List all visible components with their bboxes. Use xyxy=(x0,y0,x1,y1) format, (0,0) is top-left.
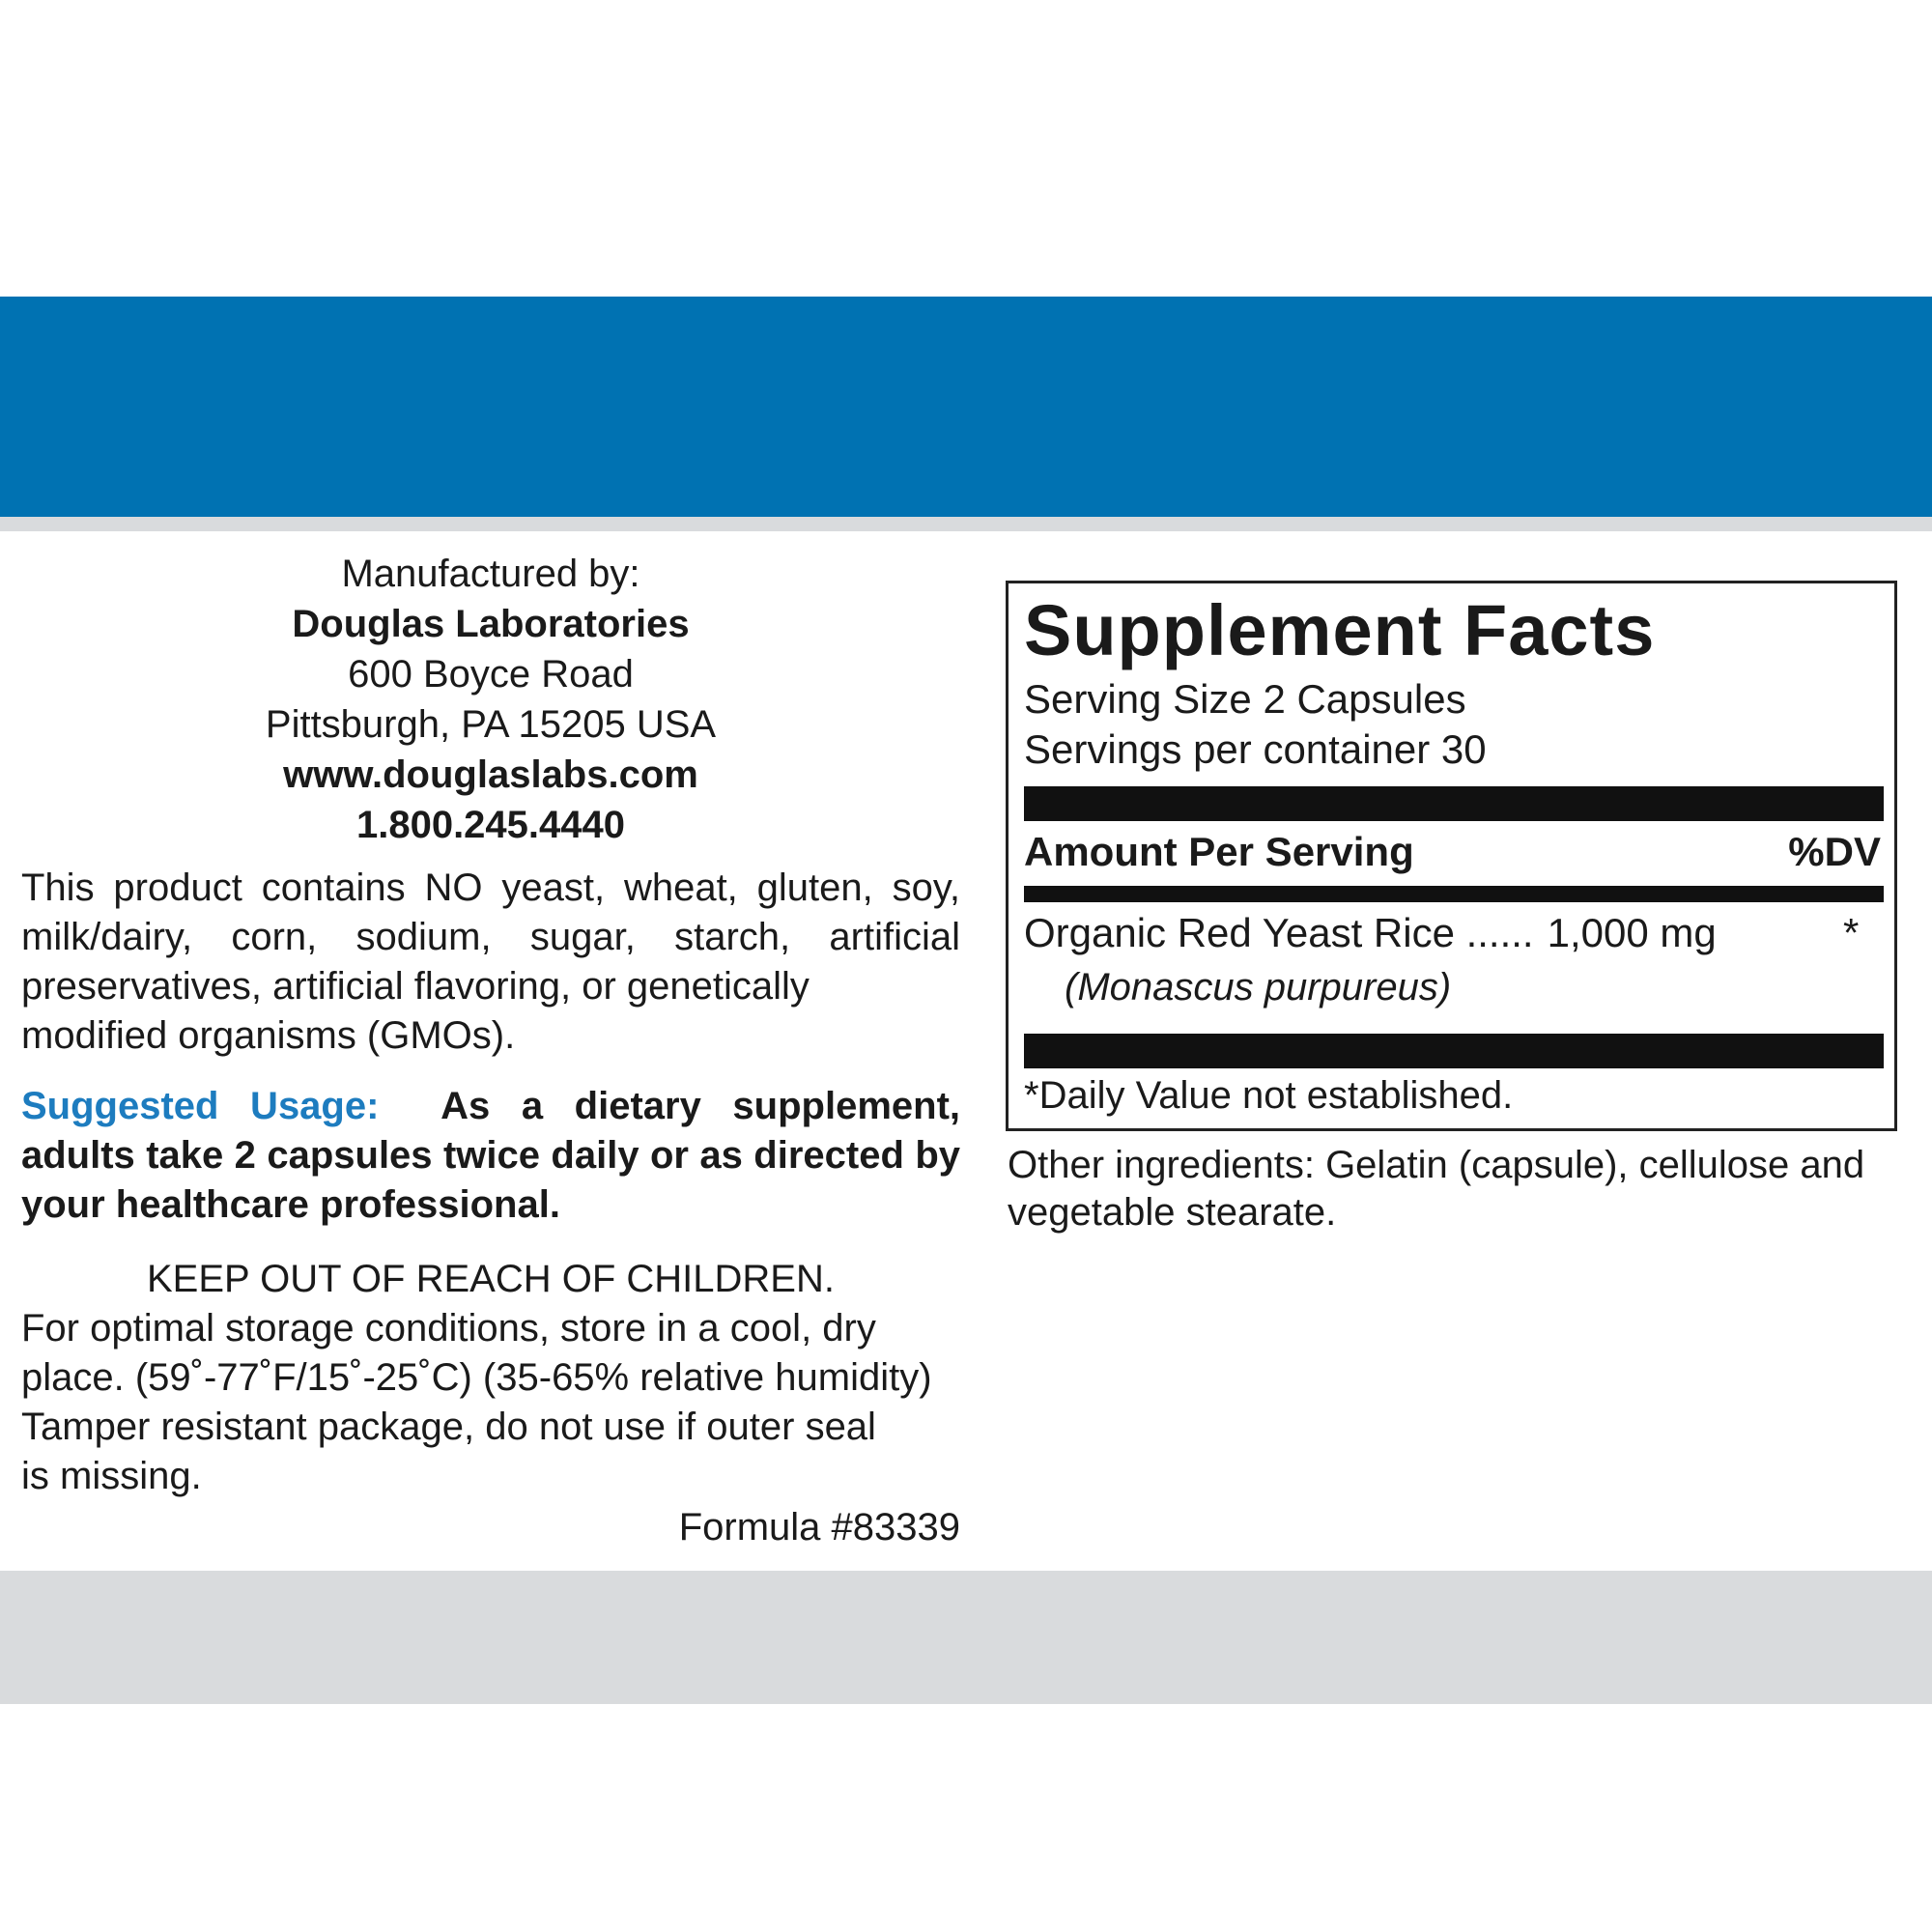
storage-instructions xyxy=(21,1304,960,1501)
bottom-gray-band xyxy=(0,1571,1932,1704)
suggested-usage xyxy=(21,1082,960,1230)
serving-size: Serving Size 2 Capsules xyxy=(1024,676,1466,722)
supplement-facts-title: Supplement Facts xyxy=(1024,590,1656,670)
ingredient-dv: * xyxy=(1843,910,1860,955)
ingredient-name: Organic Red Yeast Rice ...... xyxy=(1024,910,1534,955)
other-ingredients: Other ingredients: Gelatin (capsule), cellulose and vegetable stearate. xyxy=(1008,1144,1865,1234)
medium-divider xyxy=(1024,886,1884,902)
free-from-last-line: modified organisms (GMOs). xyxy=(21,1014,516,1057)
child-warning: KEEP OUT OF REACH OF CHILDREN. xyxy=(147,1258,835,1300)
manufacturer-label: Manufactured by: xyxy=(341,553,640,595)
ingredient-latin-name: (Monascus purpureus) xyxy=(1065,966,1452,1009)
storage-line: For optimal storage conditions, store in a cool, dry xyxy=(21,1307,876,1350)
free-from-statement xyxy=(21,864,960,1061)
suggested-usage-label: Suggested Usage: xyxy=(21,1085,380,1127)
suggested-usage-text: As a dietary supplement, adults take 2 capsules twice daily or as directed by your healthcare professional. xyxy=(21,1085,960,1226)
daily-value-header: %DV xyxy=(1788,829,1881,874)
daily-value-footnote: *Daily Value not established. xyxy=(1024,1074,1514,1117)
formula-number: Formula #83339 xyxy=(678,1506,960,1548)
manufacturer-block xyxy=(21,549,960,850)
header-gray-strip xyxy=(0,517,1932,531)
storage-line: place. (59˚-77˚F/15˚-25˚C) (35-65% relative humidity) xyxy=(21,1356,932,1399)
manufacturer-street: 600 Boyce Road xyxy=(348,653,634,696)
servings-per-container: Servings per container 30 xyxy=(1024,726,1487,772)
manufacturer-city: Pittsburgh, PA 15205 USA xyxy=(265,703,717,746)
label-left-column xyxy=(21,549,960,1552)
ingredient-row xyxy=(1024,910,1717,956)
thick-divider xyxy=(1024,786,1884,821)
serving-info xyxy=(1024,674,1487,775)
ingredient-amount: 1,000 mg xyxy=(1547,910,1717,955)
thick-divider xyxy=(1024,1034,1884,1068)
storage-line: is missing. xyxy=(21,1455,202,1497)
supplement-facts-panel xyxy=(1006,581,1897,1131)
manufacturer-name: Douglas Laboratories xyxy=(292,603,690,645)
manufacturer-phone: 1.800.245.4440 xyxy=(355,804,626,846)
storage-line: Tamper resistant package, do not use if outer seal xyxy=(21,1406,876,1448)
amount-per-serving-header: Amount Per Serving xyxy=(1024,829,1414,874)
free-from-text: This product contains NO yeast, wheat, gluten, soy, milk/dairy, corn, sodium, sugar, starch, artificial preservatives, artificial flavoring, or genetically xyxy=(21,867,960,1008)
header-color-band xyxy=(0,297,1932,517)
manufacturer-website: www.douglaslabs.com xyxy=(283,753,698,796)
